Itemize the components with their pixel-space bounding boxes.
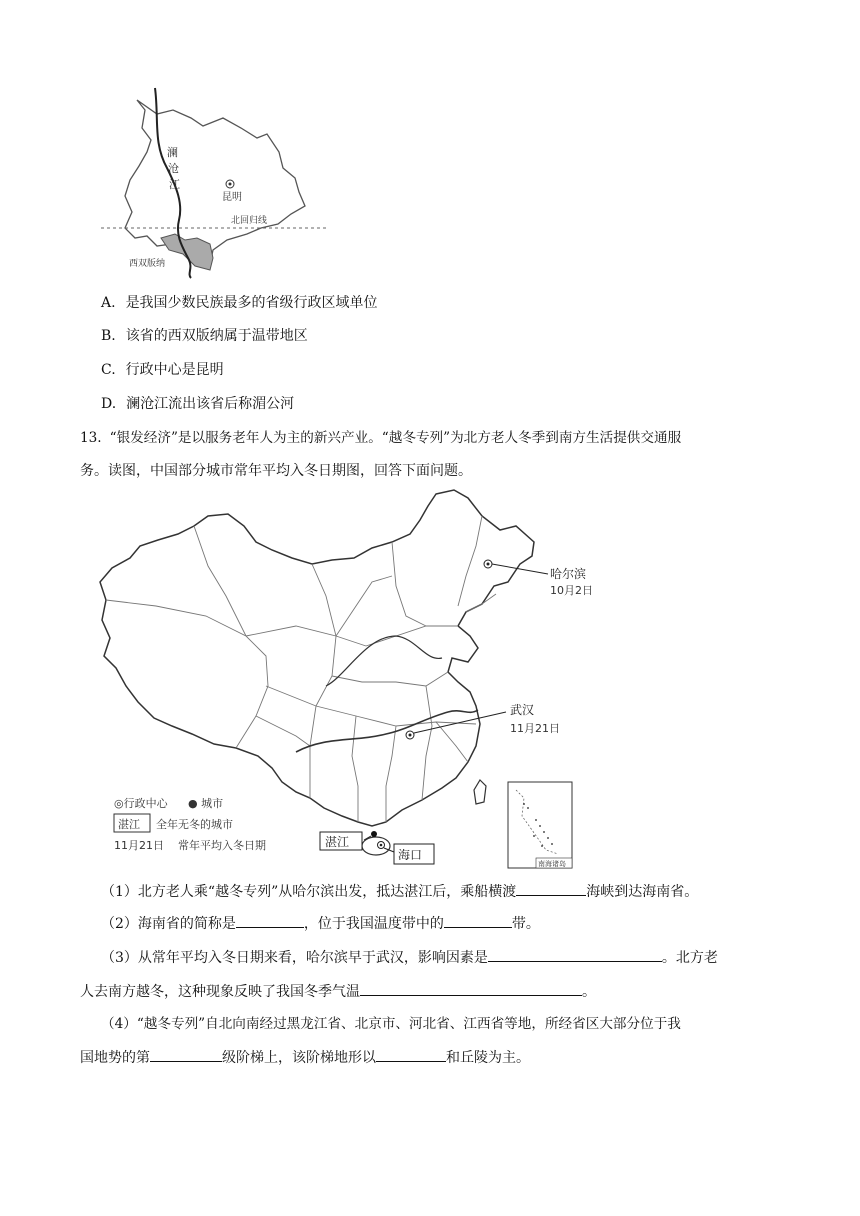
- q13-intro-line2: 务。读图，中国部分城市常年平均入冬日期图，回答下面问题。: [80, 463, 472, 479]
- xishuangbanna-label: 西双版纳: [129, 259, 166, 269]
- answer-blank[interactable]: [488, 946, 662, 962]
- lancang-label-3: 江: [169, 178, 180, 191]
- legend-date-sample: 11月21日: [114, 839, 164, 852]
- sub-question-4-line2: 国地势的第 级阶梯上，该阶梯地形以 和丘陵为主。: [80, 1046, 530, 1068]
- kunming-label: 昆明: [222, 192, 242, 203]
- answer-blank[interactable]: [360, 980, 582, 996]
- lancang-label-1: 澜: [167, 146, 178, 159]
- answer-blank[interactable]: [516, 880, 586, 896]
- yunnan-outline: [125, 100, 305, 264]
- svg-text:湛江: 湛江: [118, 818, 140, 831]
- china-map: [96, 486, 593, 870]
- sub-question-3-line1: （3）从常年平均入冬日期来看，哈尔滨早于武汉，影响因素是 。北方老: [101, 946, 718, 968]
- q13-intro-line1: 13. “银发经济”是以服务老年人为主的新兴产业。“越冬专列”为北方老人冬季到南方生活提供交通服: [80, 430, 682, 446]
- china-outline: [100, 490, 534, 826]
- lancang-label-2: 沧: [168, 162, 179, 175]
- option-letter: C.: [101, 362, 116, 378]
- option-text: 该省的西双版纳属于温带地区: [125, 328, 308, 344]
- option-letter: A.: [101, 295, 116, 311]
- south-sea-label: 南海诸岛: [538, 860, 566, 868]
- option-letter: D.: [101, 396, 117, 412]
- option-c: [101, 360, 224, 380]
- option-a: [101, 293, 378, 313]
- answer-blank[interactable]: [236, 912, 304, 928]
- wuhan-date: 11月21日: [510, 722, 560, 735]
- legend-city: ● 城市: [188, 797, 224, 810]
- option-text: 是我国少数民族最多的省级行政区域单位: [125, 295, 378, 311]
- legend-box-desc: 全年无冬的城市: [156, 818, 233, 831]
- sub-question-2: （2）海南省的简称是 ，位于我国温度带中的 带。: [101, 912, 540, 934]
- answer-blank[interactable]: [150, 1046, 222, 1062]
- answer-blank[interactable]: [444, 912, 512, 928]
- wuhan-label: 武汉: [510, 703, 535, 717]
- answer-blank[interactable]: [376, 1046, 446, 1062]
- harbin-label: 哈尔滨: [550, 567, 587, 581]
- yunnan-map: [95, 88, 335, 278]
- sub-question-1: （1）北方老人乘“越冬专列”从哈尔滨出发，抵达湛江后，乘船横渡 海峡到达海南省。: [101, 880, 698, 902]
- legend-date-desc: 常年平均入冬日期: [178, 839, 266, 852]
- hainan-island: [362, 837, 390, 855]
- question-number: 13.: [80, 430, 102, 446]
- option-b: [101, 326, 308, 346]
- haikou-label: 海口: [398, 848, 423, 862]
- legend-capital: ◎行政中心: [114, 797, 168, 810]
- option-text: 澜沧江流出该省后称湄公河: [126, 396, 295, 412]
- option-d: [101, 394, 294, 414]
- sub-question-4-line1: （4）“越冬专列”自北向南经过黑龙江省、北京市、河北省、江西省等地，所经省区大部分位于我: [101, 1016, 681, 1032]
- sub-question-3-line2: 人去南方越冬，这种现象反映了我国冬季气温 。: [80, 980, 596, 1002]
- option-letter: B.: [101, 328, 116, 344]
- map-legend: [114, 796, 266, 852]
- zhanjiang-marker: [371, 831, 377, 837]
- option-text: 行政中心是昆明: [125, 362, 224, 378]
- taiwan-island: [474, 780, 486, 804]
- tropic-label: 北回归线: [231, 216, 268, 226]
- harbin-date: 10月2日: [550, 584, 593, 597]
- zhanjiang-label: 湛江: [325, 835, 350, 849]
